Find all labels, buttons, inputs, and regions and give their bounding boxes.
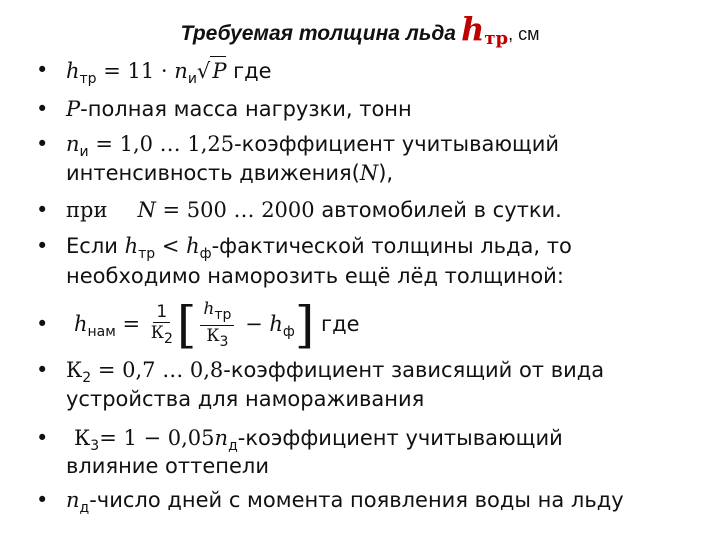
def-k2: $К_2 = 0,7$ … 0,8-коэффициент зависящий от вида — [66, 358, 605, 386]
bullet-7: • — [36, 358, 49, 382]
bullet-2: • — [36, 97, 49, 121]
slide-title — [0, 10, 720, 49]
bullet-4: • — [36, 198, 49, 222]
fraction-htr-k3: $\frac{h_{тр}}{К_3}$ — [200, 299, 234, 352]
bullet-1: • — [36, 58, 49, 82]
def-k2-line2: устройства для намораживания — [66, 387, 425, 411]
condition-text: Если $h_{тр}$ < $h_ф$-фактической толщины льда, то — [66, 234, 572, 262]
formula-h-nam: $h_{нам}$ = $\frac{1}{К_2}$ [ $\frac{h_{тр}}{К_3}$ − $h_ф$] где — [74, 296, 360, 354]
bullet-5: • — [36, 234, 49, 258]
def-k3: $К_3= 1$ − $0,05n_д$-коэффициент учитывающий — [74, 426, 563, 454]
def-n-range: при N = 500 … 2000 автомобилей в сутки. — [66, 198, 562, 222]
bullet-3: • — [36, 132, 49, 156]
def-n-i: $n_и = 1,0$ … 1,25-коэффициент учитывающий — [66, 132, 560, 160]
condition-text-line2: необходимо наморозить ещё лёд толщиной: — [66, 264, 564, 288]
def-p: P-полная масса нагрузки, тонн — [66, 97, 412, 121]
title-symbol: $h_{тр}$ — [461, 10, 509, 49]
bullet-6: • — [36, 312, 49, 336]
formula-h-tr: $h_{тр} = 11 \cdot n_и√P$ где — [66, 56, 272, 93]
fraction-1-k2: $\frac{1}{К_2}$ — [150, 301, 173, 347]
title-unit: , см — [508, 24, 540, 44]
bullet-8: • — [36, 426, 49, 450]
def-n-d: $n_д$-число дней с момента появления воды на льду — [66, 488, 624, 516]
title-text: Требуемая толщина льда — [180, 22, 456, 45]
def-n-i-line2: интенсивность движения(N), — [66, 161, 394, 185]
bullet-9: • — [36, 488, 49, 512]
def-k3-line2: влияние оттепели — [66, 454, 270, 478]
